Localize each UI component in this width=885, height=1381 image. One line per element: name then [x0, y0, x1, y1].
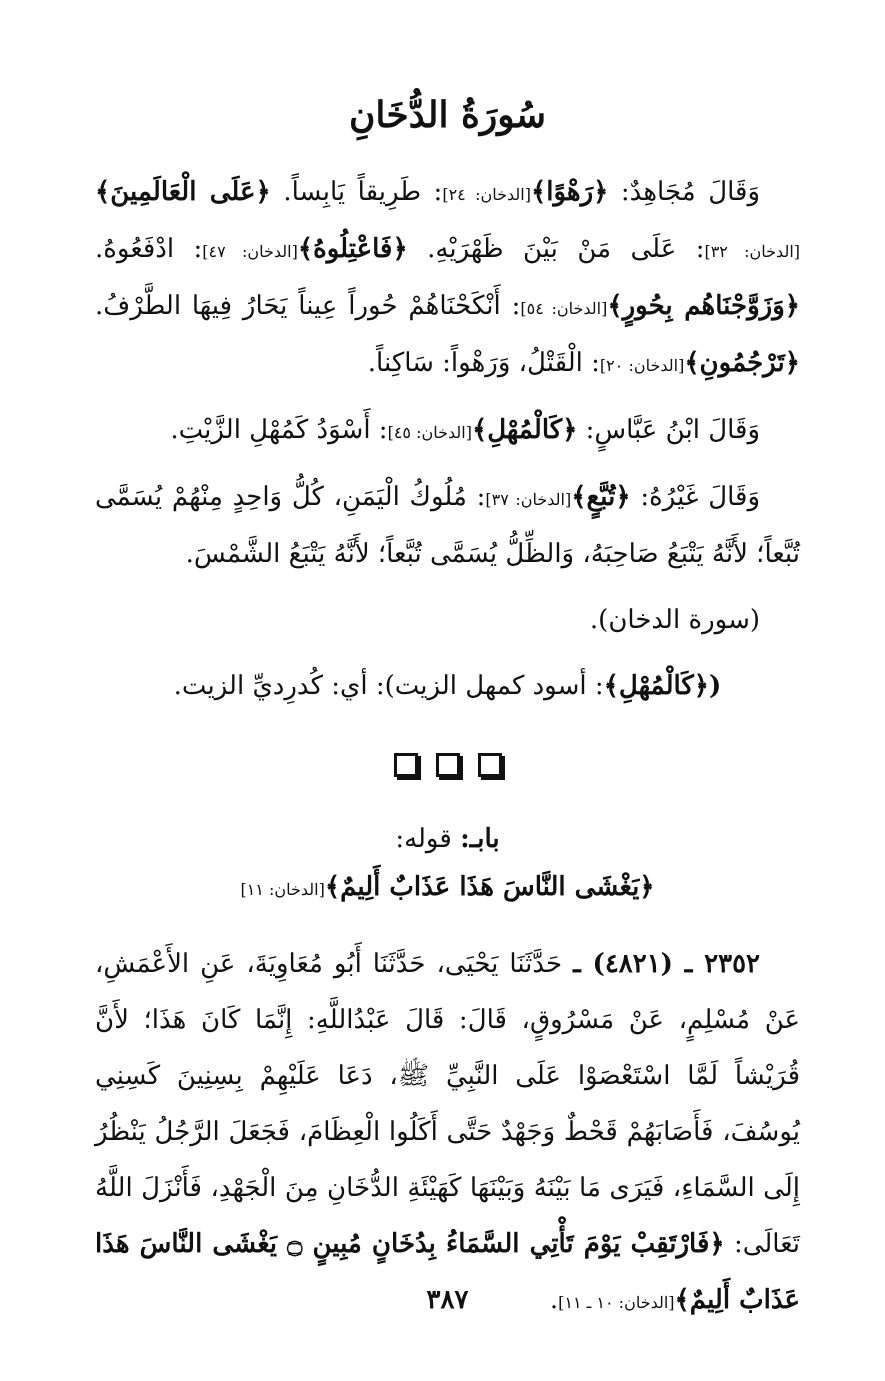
ghayruh-paragraph — [95, 470, 800, 581]
ghayruh-intro: وَقَالَ غَيْرُهُ: — [640, 482, 761, 512]
verse-reference: [الدخان: ١٠ ـ ١١] — [558, 1293, 675, 1312]
meaning: : الْقَتْلُ، وَرَهْواً: سَاكِناً. — [367, 348, 600, 378]
surah-note: (سورة الدخان). — [589, 605, 760, 635]
quran-word: ﴿تُبَّعٍ﴾ — [571, 482, 631, 512]
hadith-number: ٢٣٥٢ ـ (٤٨٢١) ـ — [573, 949, 760, 979]
square-ornament-icon — [478, 753, 502, 777]
verse-reference: [الدخان: ٥٤] — [520, 299, 608, 318]
quran-word: ﴿كَالْمُهْلِ﴾ — [471, 415, 578, 445]
ibn-abbas-intro: وَقَالَ ابْنُ عَبَّاسٍ: — [585, 415, 760, 445]
quran-verse: ﴿يَغْشَى النَّاسَ هَذَا عَذَابٌ أَلِيمٌ﴾ — [324, 872, 655, 902]
hadith-text: حَدَّثَنَا يَحْيَى، حَدَّثَنَا أَبُو مُعَاوِيَةَ، عَنِ الأَعْمَشِ، عَنْ مُسْلِمٍ، عَنْ مَسْرُوقٍ، قَالَ: قَالَ عَبْدُاللَّهِ: إِنَّمَا كَانَ هَذَا؛ لأَنَّ قُرَيْشاً لَمَّا اسْتَعْصَوْا عَلَى النَّبِيِّ ﷺ، دَعَا عَلَيْهِمْ بِسِنِينَ كَسِنِي يُوسُفَ، فَأَصَابَهُمْ قَحْطٌ وَجَهْدٌ حَتَّى أَكَلُوا الْعِظَامَ، فَجَعَلَ الرَّجُلُ يَنْظُرُ إِلَى السَّمَاءِ، فَيَرَى مَا بَيْنَهُ وَبَيْنَهَا كَهَيْئَةِ الدُّخَانِ مِنَ الْجَهْدِ، فَأَنْزَلَ اللَّهُ تَعَالَى: — [95, 949, 800, 1259]
hadith-paragraph — [95, 936, 800, 1331]
verse-reference: [الدخان: ٤٥] — [387, 423, 472, 442]
section-separator — [95, 753, 800, 777]
quran-verse: ﴿فَارْتَقِبْ يَوْمَ تَأْتِي السَّمَاءُ بِدُخَانٍ مُبِينٍ ۝ يَغْشَى النَّاسَ هَذَا عَذَابٌ أَلِيمٌ﴾ — [95, 1229, 800, 1315]
meaning: : أَنْكَحْنَاهُمْ حُوراً عِيناً يَحَارُ فِيهَا الطَّرْفُ. — [95, 291, 521, 321]
mujahid-intro: وَقَالَ مُجَاهِدٌ: — [620, 177, 761, 207]
surah-title: سُورَةُ الدُّخَانِ — [348, 94, 547, 136]
quran-word: ﴿رَهْوًا﴾ — [530, 177, 609, 207]
meaning: : أَسْوَدُ كَمُهْلِ الزَّيْتِ. — [170, 415, 388, 445]
page-number: ٣٨٧ — [426, 1285, 469, 1315]
chapter-heading — [95, 817, 800, 861]
square-ornament-icon — [394, 753, 418, 777]
meaning: : عَلَى مَنْ بَيْنَ ظَهْرَيْهِ. — [427, 234, 705, 264]
verse-reference: [الدخان: ٣٧] — [485, 490, 572, 509]
verse-reference: [الدخان: ٢٠] — [599, 356, 685, 375]
chapter-text: قوله: — [395, 824, 452, 854]
quran-word: ﴿عَلَى الْعَالَمِينَ﴾ — [95, 177, 271, 207]
chapter-verse — [95, 861, 800, 916]
verse-reference: [الدخان: ١١] — [240, 880, 325, 899]
ibn-abbas-paragraph — [95, 403, 800, 460]
verse-reference: [الدخان: ٤٧] — [202, 242, 298, 261]
document-page — [95, 85, 800, 1315]
mujahid-paragraph — [95, 165, 800, 393]
verse-reference: [الدخان: ٢٤] — [442, 185, 531, 204]
quran-word: ﴿تَرْجُمُونِ﴾ — [684, 348, 800, 378]
quran-word: ﴿فَاعْتِلُوهُ﴾ — [297, 234, 408, 264]
square-ornament-icon — [436, 753, 460, 777]
quran-word: (﴿كَالْمُهْلِ﴾ — [603, 671, 722, 701]
hadith-end: . — [549, 1285, 559, 1315]
meaning: : ادْفَعُوهُ. — [95, 234, 203, 264]
meaning: : طَرِيقاً يَابِساً. — [283, 177, 443, 207]
muhl-note — [95, 659, 800, 713]
meaning: : مُلُوكُ الْيَمَنِ، كُلُّ وَاحِدٍ مِنْهُمْ يُسَمَّى تُبَّعاً؛ لأَنَّهُ يَتْبَعُ صَاحِبَهُ، وَالظِّلُّ يُسَمَّى تُبَّعاً؛ لأَنَّهُ يَتْبَعُ الشَّمْسَ. — [95, 482, 800, 569]
chapter-label: بابـ: — [460, 824, 500, 854]
note-text: : أسود كمهل الزيت): أي: كُدرِديِّ الزيت. — [173, 671, 604, 701]
quran-word: ﴿وَزَوَّجْنَاهُم بِحُورٍ﴾ — [607, 291, 800, 321]
verse-reference: [الدخان: ٣٢] — [704, 242, 801, 261]
